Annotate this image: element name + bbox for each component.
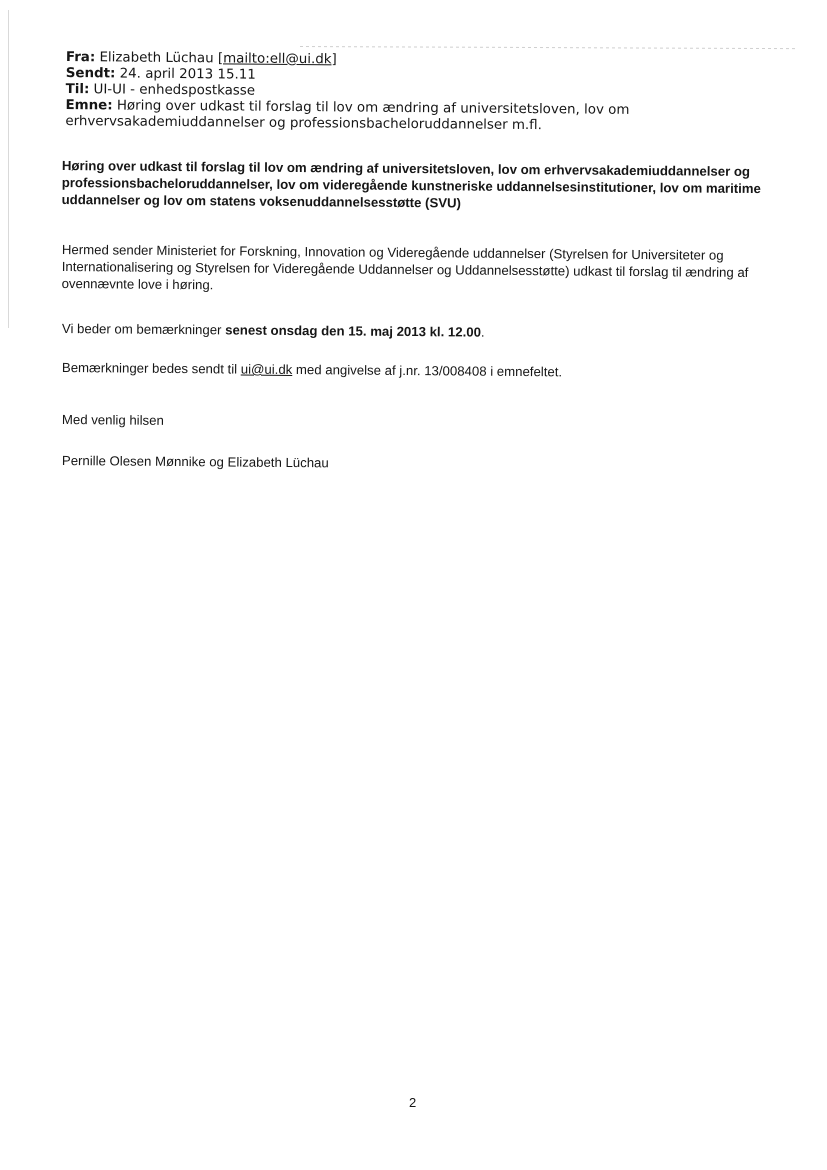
sent-label: Sendt: [65,65,116,82]
body-paragraph-intro: Hermed sender Ministeriet for Forskning, Innovation og Videregående uddannelser (Styrelsen for Universiteter og Internationalisering og Styrelsen for Videregående Uddannelser og Uddannelsesstøtte) udkast til forslag til ændring af ovennævnte love i høring. [61,241,749,293]
email-header [65,50,786,136]
to-label: Til: [65,81,90,98]
submission-prefix: Bemærkninger bedes sendt til [61,360,241,377]
submission-suffix: med angivelse af j.nr. 13/008408 i emnefeltet. [292,362,563,380]
subject-label: Emne: [65,97,113,114]
from-mailto-link[interactable]: [mailto:ell@ui.dk] [217,51,337,68]
deadline-suffix: . [480,324,485,340]
body-paragraph-deadline [62,321,784,342]
from-label: Fra: [65,50,96,66]
body-subject-heading: Høring over udkast til forslag til lov om ændring af universitetsloven, lov om erhvervsakademiuddannelser og professionsbacheloruddannelser, lov om videregående kunstneriske uddannelsesinstitutioner, lov om maritime uddannelser og lov om statens voksenuddannelsesstøtte (SVU) [61,157,761,211]
subject-value: Høring over udkast til forslag til lov om ændring af universitetsloven, lov om erhvervsakademiuddannelser og professionsbacheloruddannelser m.fl. [65,98,630,134]
from-name: Elizabeth Lüchau [99,50,214,67]
scan-edge-left [8,10,9,328]
deadline-date: senest onsdag den 15. maj 2013 kl. 12.00 [225,322,482,340]
submission-email-link[interactable]: ui@ui.dk [240,361,293,378]
page-number: 2 [409,1095,417,1110]
deadline-prefix: Vi beder om bemærkninger [61,321,226,338]
body-paragraph-submission [62,360,784,381]
subject-line [65,98,785,136]
scan-edge-top [300,46,795,49]
to-value: UI-UI - enhedspostkasse [93,82,256,99]
signature: Pernille Olesen Mønnike og Elizabeth Lüchau [61,453,329,471]
sent-value: 24. april 2013 15.11 [119,66,256,83]
closing-greeting: Med venlig hilsen [61,412,164,428]
